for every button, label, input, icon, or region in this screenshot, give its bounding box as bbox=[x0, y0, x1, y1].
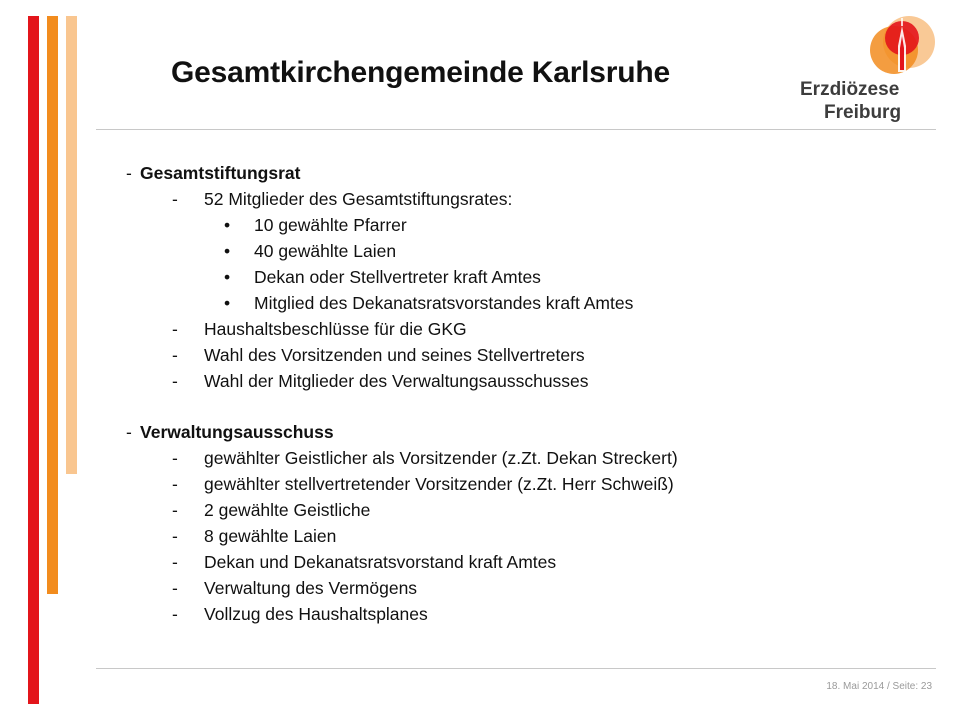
list-item bbox=[126, 549, 926, 575]
list-item bbox=[126, 186, 926, 212]
header-divider bbox=[96, 129, 936, 130]
list-item bbox=[126, 575, 926, 601]
logo-line-1: Erzdiözese bbox=[800, 79, 900, 100]
section-title: Verwaltungsausschuss bbox=[140, 422, 334, 442]
bullet: • bbox=[224, 241, 231, 261]
list-dash: - bbox=[172, 604, 178, 624]
footer-date-page: 18. Mai 2014 / Seite: 23 bbox=[826, 681, 932, 692]
list-item-text: 52 Mitglieder des Gesamtstiftungsrates: bbox=[204, 189, 513, 209]
list-item bbox=[126, 523, 926, 549]
list-item-text: 2 gewählte Geistliche bbox=[204, 500, 371, 520]
sub-list-item-text: Mitglied des Dekanatsratsvorstandes kraft Amtes bbox=[254, 293, 634, 313]
sub-list-item-text: 10 gewählte Pfarrer bbox=[254, 215, 407, 235]
decorative-stripe-orange bbox=[47, 16, 58, 594]
list-dash: - bbox=[172, 552, 178, 572]
list-dash: - bbox=[172, 371, 178, 391]
list-dash: - bbox=[126, 422, 132, 442]
list-item-text: gewählter Geistlicher als Vorsitzender (z.Zt. Dekan Streckert) bbox=[204, 448, 678, 468]
list-dash: - bbox=[172, 526, 178, 546]
list-dash: - bbox=[172, 474, 178, 494]
list-item bbox=[126, 497, 926, 523]
list-item-text: Dekan und Dekanatsratsvorstand kraft Amtes bbox=[204, 552, 557, 572]
list-dash: - bbox=[172, 448, 178, 468]
list-dash: - bbox=[126, 163, 132, 183]
sub-list-item bbox=[126, 264, 926, 290]
decorative-stripe-peach bbox=[66, 16, 77, 474]
list-item bbox=[126, 471, 926, 497]
list-item bbox=[126, 601, 926, 627]
list-item-text: Haushaltsbeschlüsse für die GKG bbox=[204, 319, 467, 339]
list-item bbox=[126, 342, 926, 368]
list-item-text: 8 gewählte Laien bbox=[204, 526, 337, 546]
list-dash: - bbox=[172, 319, 178, 339]
bullet: • bbox=[224, 215, 231, 235]
section-heading bbox=[126, 419, 926, 445]
list-item bbox=[126, 445, 926, 471]
list-dash: - bbox=[172, 345, 178, 365]
sub-list-item bbox=[126, 212, 926, 238]
sub-list-item-text: Dekan oder Stellvertreter kraft Amtes bbox=[254, 267, 541, 287]
bullet: • bbox=[224, 293, 231, 313]
list-dash: - bbox=[172, 189, 178, 209]
logo-line-2: Freiburg bbox=[824, 102, 902, 123]
section-spacer bbox=[126, 394, 926, 419]
footer-divider bbox=[96, 668, 936, 669]
section-heading bbox=[126, 160, 926, 186]
sub-list-item-text: 40 gewählte Laien bbox=[254, 241, 397, 261]
sub-list-item bbox=[126, 238, 926, 264]
bullet: • bbox=[224, 267, 231, 287]
list-item-text: Wahl der Mitglieder des Verwaltungsausschusses bbox=[204, 371, 589, 391]
list-item-text: Wahl des Vorsitzenden und seines Stellvertreters bbox=[204, 345, 585, 365]
list-item bbox=[126, 316, 926, 342]
list-item-text: Verwaltung des Vermögens bbox=[204, 578, 418, 598]
list-dash: - bbox=[172, 500, 178, 520]
list-dash: - bbox=[172, 578, 178, 598]
sub-list-item bbox=[126, 290, 926, 316]
list-item bbox=[126, 368, 926, 394]
list-item-text: gewählter stellvertretender Vorsitzender (z.Zt. Herr Schweiß) bbox=[204, 474, 674, 494]
slide-body bbox=[126, 160, 926, 627]
list-item-text: Vollzug des Haushaltsplanes bbox=[204, 604, 428, 624]
decorative-stripe-red bbox=[28, 16, 39, 704]
logo-wordmark bbox=[800, 78, 901, 124]
slide-title: Gesamtkirchengemeinde Karlsruhe bbox=[171, 56, 670, 89]
section-title: Gesamtstiftungsrat bbox=[140, 163, 301, 183]
erzdioezese-logo bbox=[800, 10, 940, 125]
